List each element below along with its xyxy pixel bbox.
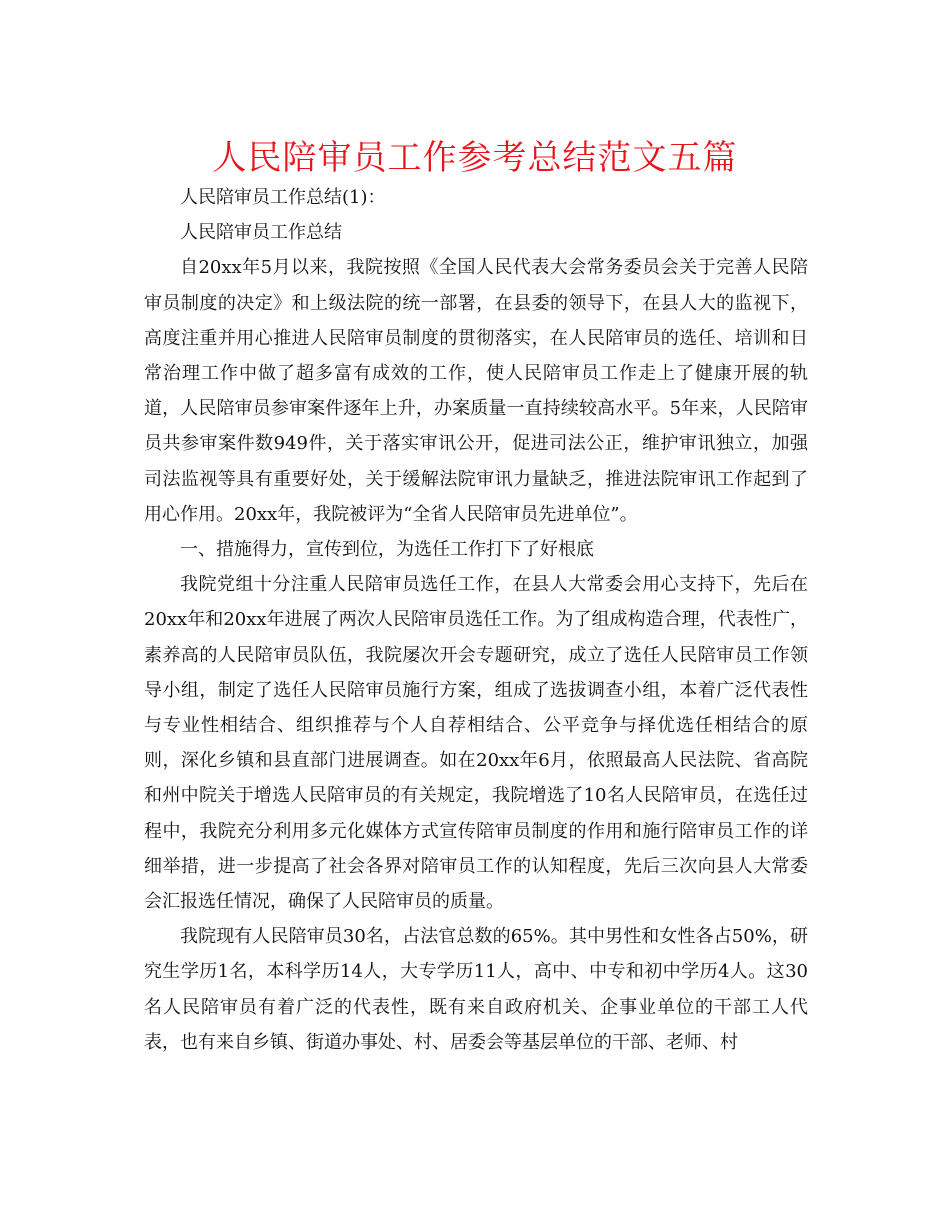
paragraph-subtitle-1: 人民陪审员工作总结(1)： (180, 187, 386, 208)
document-body (144, 180, 808, 1060)
paragraph-selection: 我院党组十分注重人民陪审员选任工作，在县人大常委会用心支持下，先后在20xx年和20xx年进展了两次人民陪审员选任工作。为了组成构造合理，代表性广，素养高的人民陪审员队伍，我院屡次开会专题研究，成立了选任人民陪审员工作领导小组，制定了选任人民陪审员施行方案，组成了选拔调查小组，本着广泛代表性与专业性相结合、组织推荐与个人自荐相结合、公平竞争与择优选任相结合的原则，深化乡镇和县直部门进展调查。如在20xx年6月，依照最高人民法院、省高院和州中院关于增选人民陪审员的有关规定，我院增选了10名人民陪审员，在选任过程中，我院充分利用多元化媒体方式宣传陪审员制度的作用和施行陪审员工作的详细举措，进一步提高了社会各界对陪审员工作的认知程度，先后三次向县人大常委会汇报选任情况，确保了人民陪审员的质量。 (144, 574, 808, 913)
paragraph-composition: 我院现有人民陪审员30名，占法官总数的65%。其中男性和女性各占50%，研究生学历1名，本科学历14人，大专学历11人，高中、中专和初中学历4人。这30名人民陪审员有着广泛的代表性，既有来自政府机关、企事业单位的干部工人代表，也有来自乡镇、街道办事处、村、居委会等基层单位的干部、老师、村 (144, 926, 808, 1053)
section-heading-1: 一、措施得力，宣传到位，为选任工作打下了好根底 (180, 539, 594, 561)
document-title: 人民陪审员工作参考总结范文五篇 (212, 138, 738, 178)
paragraph-subtitle-2: 人民陪审员工作总结 (180, 222, 342, 244)
paragraph-intro: 自20xx年5月以来，我院按照《全国人民代表大会常务委员会关于完善人民陪审员制度的决定》和上级法院的统一部署，在县委的领导下，在县人大的监视下，高度注重并用心推进人民陪审员制度的贯彻落实，在人民陪审员的选任、培训和日常治理工作中做了超多富有成效的工作，使人民陪审员工作走上了健康开展的轨道，人民陪审员参审案件逐年上升，办案质量一直持续较高水平。5年来，人民陪审员共参审案件数949件，关于落实审讯公开，促进司法公正，维护审讯独立，加强司法监视等具有重要好处，关于缓解法院审讯力量缺乏，推进法院审讯工作起到了用心作用。20xx年，我院被评为“全省人民陪审员先进单位”。 (144, 257, 808, 525)
